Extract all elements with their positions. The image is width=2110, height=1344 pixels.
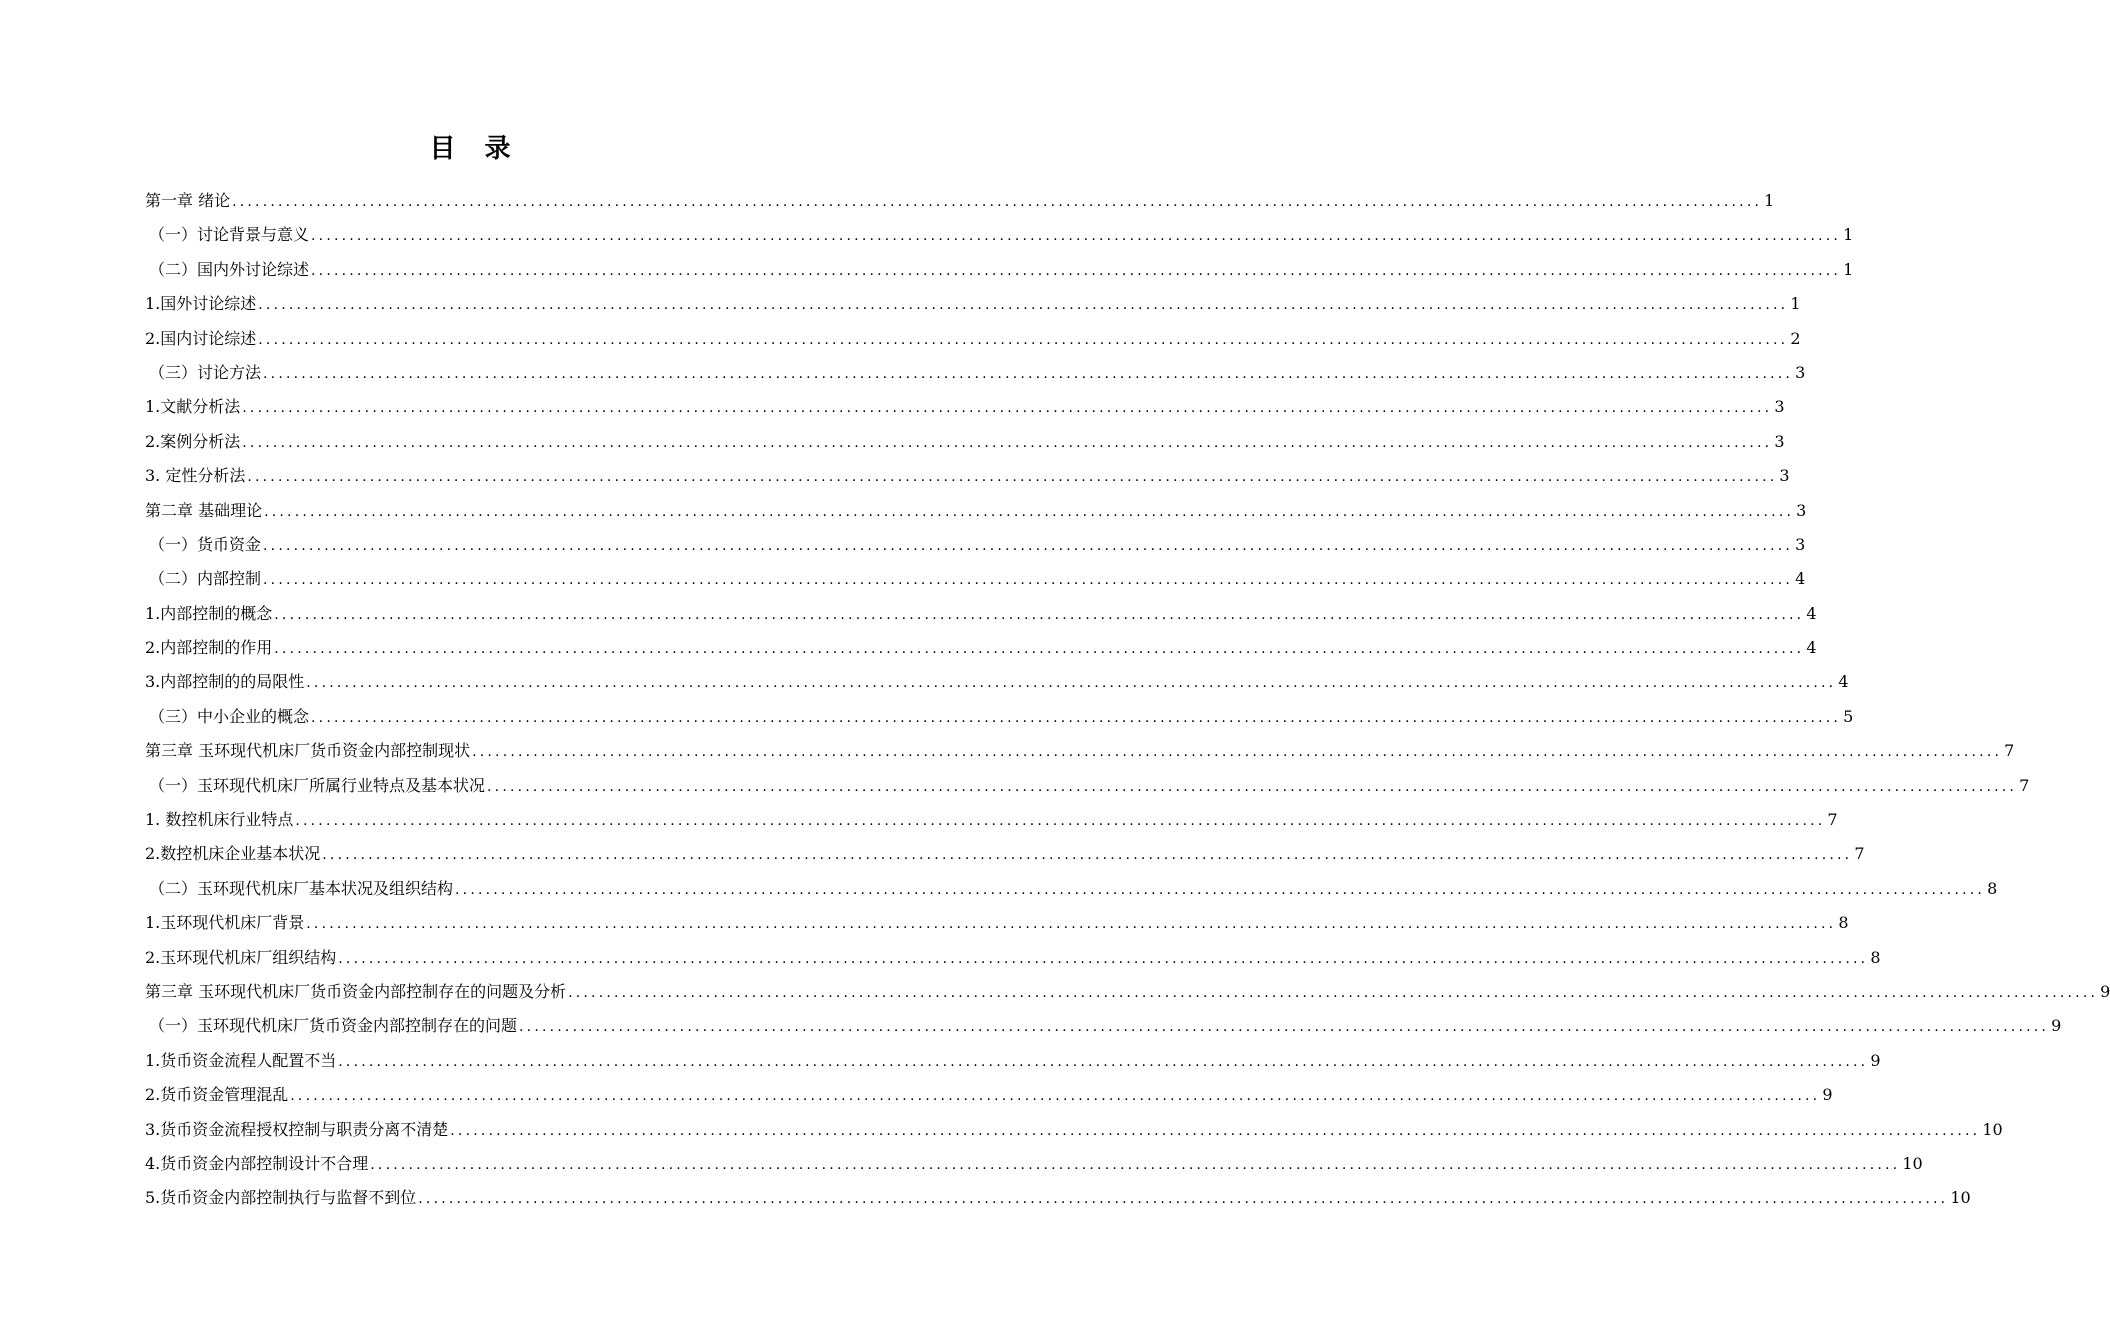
toc-entry[interactable] [145, 253, 1854, 287]
toc-page-number: 1 [1843, 225, 1854, 245]
toc-dot-leader: ........................................................................................................................................................................................................ [311, 709, 1842, 726]
toc-dot-leader: ........................................................................................................................................................................................................ [258, 331, 1789, 348]
toc-entry[interactable] [145, 218, 1854, 252]
toc-entry-text: （二）内部控制 [149, 569, 262, 589]
toc-entry-text: 3.货币资金流程授权控制与职责分离不清楚 [145, 1119, 449, 1139]
toc-dot-leader: ........................................................................................................................................................................................................ [487, 778, 2018, 795]
toc-page-number: 5 [1843, 706, 1854, 726]
toc-page-number: 9 [1870, 1050, 1881, 1070]
toc-entry[interactable] [145, 700, 1854, 734]
toc-entry[interactable] [145, 734, 2015, 768]
toc-entry[interactable] [145, 872, 1998, 906]
toc-page-number: 8 [1987, 878, 1998, 898]
toc-dot-leader: ........................................................................................................................................................................................................ [274, 641, 1805, 658]
toc-dot-leader: ........................................................................................................................................................................................................ [306, 916, 1837, 933]
toc-entry[interactable] [145, 1181, 1971, 1215]
toc-page-number: 1 [1764, 191, 1775, 210]
toc-entry-text: 2.案例分析法 [145, 431, 241, 451]
toc-page-number: 4 [1806, 603, 1817, 623]
toc-entry-text: 2.内部控制的作用 [145, 638, 273, 658]
toc-entry[interactable] [145, 1147, 1923, 1181]
toc-entry-text: （二）玉环现代机床厂基本状况及组织结构 [149, 878, 454, 898]
toc-page-number: 3 [1795, 362, 1806, 382]
toc-dot-leader: ........................................................................................................................................................................................................ [370, 1156, 1901, 1173]
toc-page-number: 1 [1843, 259, 1854, 279]
toc-dot-leader: ........................................................................................................................................................................................................ [274, 606, 1805, 623]
toc-page-number: 3 [1795, 534, 1806, 554]
toc-page-number: 9 [1822, 1085, 1833, 1105]
toc-dot-leader: ........................................................................................................................................................................................................ [519, 1019, 2050, 1036]
toc-entry[interactable] [145, 562, 1806, 596]
toc-entry-text: 3. 定性分析法 [145, 466, 246, 486]
toc-entry-text: （一）玉环现代机床厂货币资金内部控制存在的问题 [149, 1016, 518, 1036]
toc-entry[interactable] [145, 528, 1806, 562]
toc-entry[interactable] [145, 425, 1785, 459]
toc-dot-leader: ........................................................................................................................................................................................................ [232, 194, 1763, 210]
toc-dot-leader: ........................................................................................................................................................................................................ [338, 950, 1869, 967]
toc-dot-leader: ........................................................................................................................................................................................................ [264, 503, 1795, 520]
toc-entry-text: （一）讨论背景与意义 [149, 225, 310, 245]
toc-entry[interactable] [145, 390, 1785, 424]
toc-entry-text: （三）讨论方法 [149, 362, 262, 382]
toc-page-number: 2 [1790, 328, 1801, 348]
toc-page-number: 10 [1982, 1119, 2003, 1139]
toc-title: 目 录 [429, 134, 521, 164]
toc-entry[interactable] [145, 322, 1801, 356]
toc-entry[interactable] [145, 184, 1775, 218]
toc-dot-leader: ........................................................................................................................................................................................................ [311, 262, 1842, 279]
toc-entry-text: 第三章 玉环现代机床厂货币资金内部控制现状 [145, 741, 471, 761]
toc-dot-leader: ........................................................................................................................................................................................................ [242, 434, 1773, 451]
toc-entry-text: 第一章 绪论 [145, 191, 231, 210]
toc-entry-text: （二）国内外讨论综述 [149, 259, 310, 279]
toc-dot-leader: ........................................................................................................................................................................................................ [290, 1088, 1821, 1105]
toc-list [145, 184, 2110, 1216]
toc-dot-leader: ........................................................................................................................................................................................................ [568, 984, 2099, 1001]
toc-entry[interactable] [145, 494, 1807, 528]
toc-entry-text: 2.玉环现代机床厂组织结构 [145, 947, 337, 967]
toc-entry-text: 1.货币资金流程人配置不当 [145, 1050, 337, 1070]
toc-entry-text: 3.内部控制的的局限性 [145, 672, 305, 692]
toc-entry-text: （三）中小企业的概念 [149, 706, 310, 726]
toc-page-number: 10 [1902, 1153, 1923, 1173]
toc-page-number: 9 [2051, 1016, 2062, 1036]
toc-entry[interactable] [145, 803, 1838, 837]
toc-entry-text: 4.货币资金内部控制设计不合理 [145, 1153, 369, 1173]
toc-entry-text: 第二章 基础理论 [145, 500, 263, 520]
toc-dot-leader: ........................................................................................................................................................................................................ [338, 1053, 1869, 1070]
toc-entry[interactable] [145, 1078, 1833, 1112]
toc-dot-leader: ........................................................................................................................................................................................................ [263, 365, 1794, 382]
toc-entry[interactable] [145, 631, 1817, 665]
toc-entry[interactable] [145, 459, 1790, 493]
toc-dot-leader: ........................................................................................................................................................................................................ [295, 813, 1826, 830]
toc-entry[interactable] [145, 906, 1849, 940]
toc-entry[interactable] [145, 597, 1817, 631]
toc-page-number: 3 [1796, 500, 1807, 520]
toc-page-number: 8 [1870, 947, 1881, 967]
toc-page-number: 7 [2004, 741, 2015, 761]
toc-dot-leader: ........................................................................................................................................................................................................ [263, 572, 1794, 589]
toc-dot-leader: ........................................................................................................................................................................................................ [242, 400, 1773, 417]
toc-page-number: 3 [1774, 431, 1785, 451]
toc-entry-text: 1.内部控制的概念 [145, 603, 273, 623]
toc-page-number: 1 [1790, 294, 1801, 314]
toc-entry[interactable] [145, 1113, 2003, 1147]
toc-page-number: 7 [2019, 775, 2030, 795]
toc-dot-leader: ........................................................................................................................................................................................................ [258, 297, 1789, 314]
toc-entry[interactable] [145, 1044, 1881, 1078]
toc-entry-text: 第三章 玉环现代机床厂货币资金内部控制存在的问题及分析 [145, 981, 567, 1001]
toc-dot-leader: ........................................................................................................................................................................................................ [322, 847, 1853, 864]
toc-entry-text: 1.玉环现代机床厂背景 [145, 913, 305, 933]
toc-dot-leader: ........................................................................................................................................................................................................ [263, 537, 1794, 554]
toc-entry-text: （一）货币资金 [149, 534, 262, 554]
toc-page-number: 4 [1838, 672, 1849, 692]
toc-dot-leader: ........................................................................................................................................................................................................ [418, 1191, 1949, 1208]
toc-dot-leader: ........................................................................................................................................................................................................ [311, 228, 1842, 245]
toc-dot-leader: ........................................................................................................................................................................................................ [450, 1122, 1981, 1139]
toc-entry[interactable] [145, 941, 1881, 975]
toc-entry[interactable] [145, 356, 1806, 390]
toc-page-number: 8 [1838, 913, 1849, 933]
toc-page-number: 7 [1827, 810, 1838, 830]
toc-page-number: 9 [2100, 981, 2110, 1001]
toc-entry-text: 2.国内讨论综述 [145, 328, 257, 348]
toc-page-number: 10 [1950, 1188, 1971, 1208]
toc-entry-text: 1. 数控机床行业特点 [145, 810, 294, 830]
toc-entry-text: 2.数控机床企业基本状况 [145, 844, 321, 864]
toc-entry-text: 1.文献分析法 [145, 397, 241, 417]
toc-entry-text: （一）玉环现代机床厂所属行业特点及基本状况 [149, 775, 486, 795]
toc-entry[interactable] [145, 975, 2110, 1009]
toc-page-number: 3 [1774, 397, 1785, 417]
toc-page-number: 4 [1795, 569, 1806, 589]
toc-entry[interactable] [145, 665, 1849, 699]
toc-entry-text: 2.货币资金管理混乱 [145, 1085, 289, 1105]
toc-page-number: 3 [1779, 466, 1790, 486]
toc-entry[interactable] [145, 837, 1865, 871]
toc-dot-leader: ........................................................................................................................................................................................................ [455, 881, 1986, 898]
toc-dot-leader: ........................................................................................................................................................................................................ [472, 744, 2003, 761]
toc-page-number: 4 [1806, 638, 1817, 658]
toc-entry[interactable] [145, 287, 1801, 321]
toc-entry-text: 1.国外讨论综述 [145, 294, 257, 314]
toc-entry-text: 5.货币资金内部控制执行与监督不到位 [145, 1188, 417, 1208]
toc-entry[interactable] [145, 1009, 2062, 1043]
toc-entry[interactable] [145, 769, 2030, 803]
toc-dot-leader: ........................................................................................................................................................................................................ [306, 675, 1837, 692]
toc-dot-leader: ........................................................................................................................................................................................................ [247, 469, 1778, 486]
toc-page-number: 7 [1854, 844, 1865, 864]
